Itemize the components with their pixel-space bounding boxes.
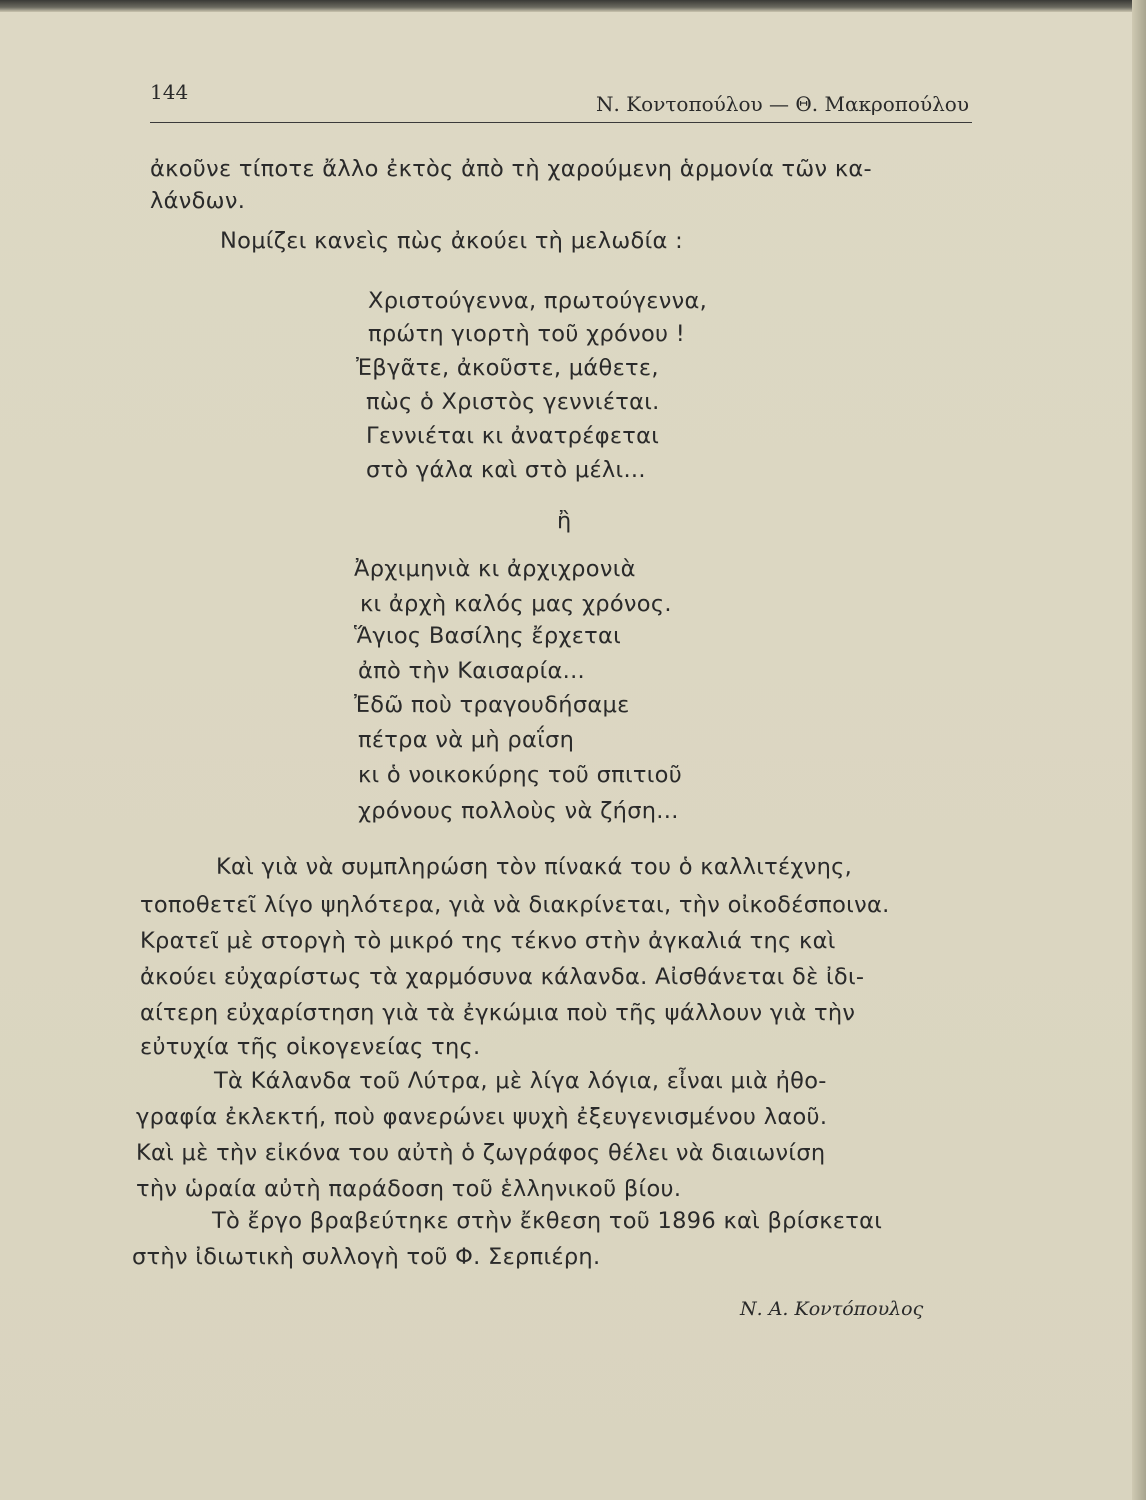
body-line: τὴν ὡραία αὐτὴ παράδοση τοῦ ἑλληνικοῦ βίου. — [136, 1176, 682, 1202]
verse-line: Ἐβγᾶτε, ἀκοῦστε, μάθετε, — [356, 355, 659, 381]
verse-line: κι ὁ νοικοκύρης τοῦ σπιτιοῦ — [358, 762, 683, 788]
verse-line: Γεννιέται κι ἀνατρέφεται — [366, 423, 660, 449]
body-line: αίτερη εὐχαρίστηση γιὰ τὰ ἐγκώμια ποὺ τῆς ψάλλουν γιὰ τὴν — [140, 1000, 856, 1026]
verse-line: Ἅγιος Βασίλης ἔρχεται — [354, 623, 622, 649]
verse-line: Χριστούγεννα, πρωτούγεννα, — [368, 288, 708, 314]
body-line: Τὸ ἔργο βραβεύτηκε στὴν ἔκθεση τοῦ 1896 καὶ βρίσκεται — [212, 1208, 883, 1234]
page-top-edge — [0, 0, 1146, 12]
body-line: εὐτυχία τῆς οἰκογενείας της. — [140, 1034, 481, 1060]
verse-separator: ἢ — [557, 508, 572, 534]
body-line: ἀκούει εὐχαρίστως τὰ χαρμόσυνα κάλανδα. Αἰσθάνεται δὲ ἰδι- — [140, 964, 865, 990]
verse-line: χρόνους πολλοὺς νὰ ζήση... — [358, 798, 679, 824]
verse-line: κι ἀρχὴ καλός μας χρόνος. — [360, 591, 672, 617]
body-line: Νομίζει κανεὶς πὼς ἀκούει τὴ μελωδία : — [220, 228, 683, 254]
verse-line: πὼς ὁ Χριστὸς γεννιέται. — [366, 389, 660, 415]
verse-line: στὸ γάλα καὶ στὸ μέλι... — [366, 457, 646, 483]
body-line: γραφία ἐκλεκτή, ποὺ φανερώνει ψυχὴ ἐξευγενισμένου λαοῦ. — [136, 1104, 828, 1130]
verse-line: Ἐδῶ ποὺ τραγουδήσαμε — [354, 692, 630, 718]
page-number: 144 — [150, 80, 189, 104]
body-line: τοποθετεῖ λίγο ψηλότερα, γιὰ νὰ διακρίνεται, τὴν οἰκοδέσποινα. — [140, 892, 890, 918]
body-line: στὴν ἰδιωτικὴ συλλογὴ τοῦ Φ. Σερπιέρη. — [132, 1244, 601, 1270]
body-line: Καὶ γιὰ νὰ συμπληρώση τὸν πίνακά του ὁ καλλιτέχνης, — [216, 854, 853, 880]
verse-line: Ἀρχιμηνιὰ κι ἀρχιχρονιὰ — [354, 556, 636, 582]
body-line: λάνδων. — [150, 188, 246, 214]
body-line: Τὰ Κάλανδα τοῦ Λύτρα, μὲ λίγα λόγια, εἶναι μιὰ ἠθο- — [214, 1068, 827, 1094]
running-head: Ν. Κοντοπούλου — Θ. Μακροπούλου — [596, 92, 970, 116]
author-signature: Ν. Α. Κοντόπουλος — [740, 1298, 924, 1320]
verse-line: πέτρα νὰ μὴ ραΐση — [358, 727, 575, 753]
header-rule — [150, 122, 972, 123]
body-line: ἀκοῦνε τίποτε ἄλλο ἐκτὸς ἀπὸ τὴ χαρούμενη ἁρμονία τῶν κα- — [150, 156, 872, 182]
body-line: Καὶ μὲ τὴν εἰκόνα του αὐτὴ ὁ ζωγράφος θέλει νὰ διαιωνίση — [136, 1140, 826, 1166]
page-right-edge — [1132, 0, 1146, 1500]
verse-line: ἀπὸ τὴν Καισαρία... — [358, 658, 585, 684]
body-line: Κρατεῖ μὲ στοργὴ τὸ μικρό της τέκνο στὴν ἀγκαλιά της καὶ — [140, 928, 836, 954]
verse-line: πρώτη γιορτὴ τοῦ χρόνου ! — [368, 321, 686, 347]
